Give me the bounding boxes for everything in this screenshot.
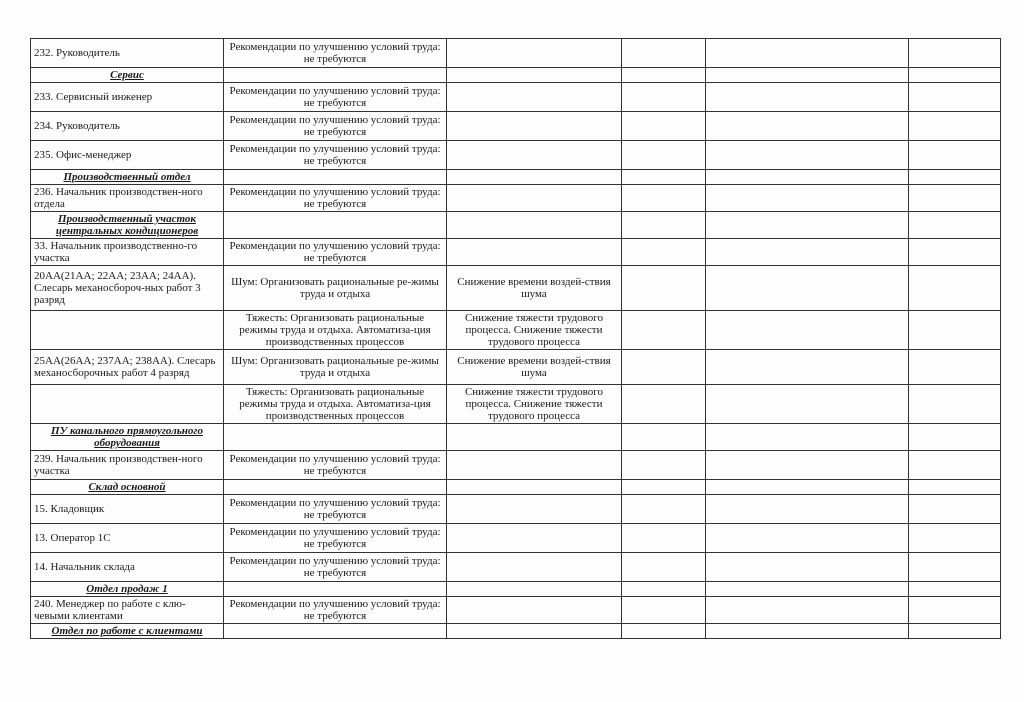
empty-cell <box>706 424 909 451</box>
empty-cell <box>909 212 1001 239</box>
empty-cell <box>224 424 447 451</box>
position-cell: 240. Менеджер по работе с клю-чевыми клиентами <box>31 597 224 624</box>
goal-cell <box>447 524 622 553</box>
recommendation-cell: Шум: Организовать рациональные ре-жимы труда и отдыха <box>224 266 447 311</box>
empty-cell <box>706 311 909 350</box>
position-cell: 25АА(26АА; 237АА; 238АА). Слесарь механосборочных работ 4 разряд <box>31 350 224 385</box>
empty-cell <box>909 311 1001 350</box>
goal-cell <box>447 83 622 112</box>
empty-cell <box>706 582 909 597</box>
section-title: Отдел продаж 1 <box>31 582 224 597</box>
empty-cell <box>224 480 447 495</box>
empty-cell <box>909 385 1001 424</box>
table-row <box>31 597 1001 624</box>
empty-cell <box>909 266 1001 311</box>
table-row <box>31 495 1001 524</box>
measures-table <box>30 38 1001 639</box>
position-cell: 234. Руководитель <box>31 112 224 141</box>
table-row <box>31 112 1001 141</box>
empty-cell <box>706 141 909 170</box>
section-row <box>31 624 1001 639</box>
table-row <box>31 385 1001 424</box>
empty-cell <box>447 582 622 597</box>
section-row <box>31 212 1001 239</box>
goal-cell <box>447 597 622 624</box>
recommendation-cell: Шум: Организовать рациональные ре-жимы труда и отдыха <box>224 350 447 385</box>
empty-cell <box>706 112 909 141</box>
empty-cell <box>909 239 1001 266</box>
empty-cell <box>622 39 706 68</box>
goal-cell: Снижение тяжести трудового процесса. Снижение тяжести трудового процесса <box>447 385 622 424</box>
empty-cell <box>224 624 447 639</box>
section-row <box>31 424 1001 451</box>
empty-cell <box>909 480 1001 495</box>
empty-cell <box>909 350 1001 385</box>
empty-cell <box>622 212 706 239</box>
goal-cell: Снижение времени воздей-ствия шума <box>447 266 622 311</box>
empty-cell <box>224 582 447 597</box>
empty-cell <box>622 582 706 597</box>
recommendation-cell: Рекомендации по улучшению условий труда: не требуются <box>224 185 447 212</box>
recommendation-cell: Рекомендации по улучшению условий труда: не требуются <box>224 141 447 170</box>
empty-cell <box>622 480 706 495</box>
goal-cell: Снижение тяжести трудового процесса. Снижение тяжести трудового процесса <box>447 311 622 350</box>
empty-cell <box>706 553 909 582</box>
position-cell: 235. Офис-менеджер <box>31 141 224 170</box>
table-row <box>31 185 1001 212</box>
empty-cell <box>706 597 909 624</box>
empty-cell <box>909 582 1001 597</box>
goal-cell <box>447 185 622 212</box>
position-cell: 15. Кладовщик <box>31 495 224 524</box>
table-row <box>31 83 1001 112</box>
table-row <box>31 524 1001 553</box>
section-title: Производственный отдел <box>31 170 224 185</box>
empty-cell <box>909 451 1001 480</box>
empty-cell <box>447 480 622 495</box>
section-row <box>31 582 1001 597</box>
section-row <box>31 480 1001 495</box>
empty-cell <box>622 185 706 212</box>
table-row <box>31 311 1001 350</box>
empty-cell <box>909 597 1001 624</box>
empty-cell <box>447 68 622 83</box>
table-row <box>31 39 1001 68</box>
empty-cell <box>622 424 706 451</box>
empty-cell <box>622 83 706 112</box>
position-cell: 239. Начальник производствен-ного участка <box>31 451 224 480</box>
empty-cell <box>622 451 706 480</box>
position-cell: 232. Руководитель <box>31 39 224 68</box>
position-cell <box>31 385 224 424</box>
empty-cell <box>909 553 1001 582</box>
empty-cell <box>909 112 1001 141</box>
recommendation-cell: Рекомендации по улучшению условий труда: не требуются <box>224 553 447 582</box>
position-cell: 13. Оператор 1С <box>31 524 224 553</box>
position-cell: 14. Начальник склада <box>31 553 224 582</box>
recommendation-cell: Рекомендации по улучшению условий труда: не требуются <box>224 451 447 480</box>
empty-cell <box>706 68 909 83</box>
empty-cell <box>706 451 909 480</box>
empty-cell <box>622 266 706 311</box>
recommendation-cell: Рекомендации по улучшению условий труда: не требуются <box>224 112 447 141</box>
goal-cell <box>447 239 622 266</box>
empty-cell <box>706 170 909 185</box>
empty-cell <box>909 83 1001 112</box>
empty-cell <box>706 83 909 112</box>
recommendation-cell: Тяжесть: Организовать рациональные режимы труда и отдыха. Автоматиза-ция производственных процессов <box>224 311 447 350</box>
empty-cell <box>224 170 447 185</box>
empty-cell <box>706 624 909 639</box>
goal-cell <box>447 112 622 141</box>
position-cell: 33. Начальник производственно-го участка <box>31 239 224 266</box>
recommendation-cell: Рекомендации по улучшению условий труда: не требуются <box>224 495 447 524</box>
table-row <box>31 239 1001 266</box>
recommendation-cell: Рекомендации по улучшению условий труда: не требуются <box>224 524 447 553</box>
empty-cell <box>909 185 1001 212</box>
recommendation-cell: Рекомендации по улучшению условий труда: не требуются <box>224 597 447 624</box>
empty-cell <box>706 185 909 212</box>
table-row <box>31 266 1001 311</box>
empty-cell <box>447 424 622 451</box>
goal-cell: Снижение времени воздей-ствия шума <box>447 350 622 385</box>
empty-cell <box>622 495 706 524</box>
empty-cell <box>622 350 706 385</box>
empty-cell <box>909 524 1001 553</box>
section-title: Склад основной <box>31 480 224 495</box>
goal-cell <box>447 39 622 68</box>
goal-cell <box>447 495 622 524</box>
section-row <box>31 68 1001 83</box>
empty-cell <box>622 311 706 350</box>
empty-cell <box>909 495 1001 524</box>
section-title: ПУ канального прямоугольного оборудования <box>31 424 224 451</box>
empty-cell <box>622 624 706 639</box>
section-row <box>31 170 1001 185</box>
empty-cell <box>447 170 622 185</box>
empty-cell <box>909 141 1001 170</box>
empty-cell <box>706 212 909 239</box>
section-title: Производственный участок центральных кондиционеров <box>31 212 224 239</box>
table-row <box>31 350 1001 385</box>
empty-cell <box>909 424 1001 451</box>
empty-cell <box>706 350 909 385</box>
empty-cell <box>622 385 706 424</box>
position-cell: 20АА(21АА; 22АА; 23АА; 24АА). Слесарь механосбороч-ных работ 3 разряд <box>31 266 224 311</box>
table-row <box>31 451 1001 480</box>
empty-cell <box>706 480 909 495</box>
empty-cell <box>622 239 706 266</box>
empty-cell <box>706 385 909 424</box>
section-title: Сервис <box>31 68 224 83</box>
goal-cell <box>447 141 622 170</box>
recommendation-cell: Рекомендации по улучшению условий труда: не требуются <box>224 39 447 68</box>
recommendation-cell: Рекомендации по улучшению условий труда: не требуются <box>224 239 447 266</box>
empty-cell <box>622 68 706 83</box>
table-row <box>31 553 1001 582</box>
empty-cell <box>909 68 1001 83</box>
position-cell: 236. Начальник производствен-ного отдела <box>31 185 224 212</box>
section-title: Отдел по работе с клиентами <box>31 624 224 639</box>
empty-cell <box>706 39 909 68</box>
empty-cell <box>622 553 706 582</box>
empty-cell <box>224 68 447 83</box>
empty-cell <box>909 39 1001 68</box>
empty-cell <box>447 624 622 639</box>
recommendation-cell: Тяжесть: Организовать рациональные режимы труда и отдыха. Автоматиза-ция производственных процессов <box>224 385 447 424</box>
goal-cell <box>447 553 622 582</box>
empty-cell <box>909 170 1001 185</box>
empty-cell <box>447 212 622 239</box>
recommendation-cell: Рекомендации по улучшению условий труда: не требуются <box>224 83 447 112</box>
empty-cell <box>622 170 706 185</box>
table-row <box>31 141 1001 170</box>
empty-cell <box>706 266 909 311</box>
empty-cell <box>706 524 909 553</box>
empty-cell <box>224 212 447 239</box>
empty-cell <box>706 495 909 524</box>
empty-cell <box>706 239 909 266</box>
empty-cell <box>622 597 706 624</box>
empty-cell <box>622 141 706 170</box>
empty-cell <box>622 524 706 553</box>
empty-cell <box>622 112 706 141</box>
position-cell <box>31 311 224 350</box>
position-cell: 233. Сервисный инженер <box>31 83 224 112</box>
goal-cell <box>447 451 622 480</box>
empty-cell <box>909 624 1001 639</box>
